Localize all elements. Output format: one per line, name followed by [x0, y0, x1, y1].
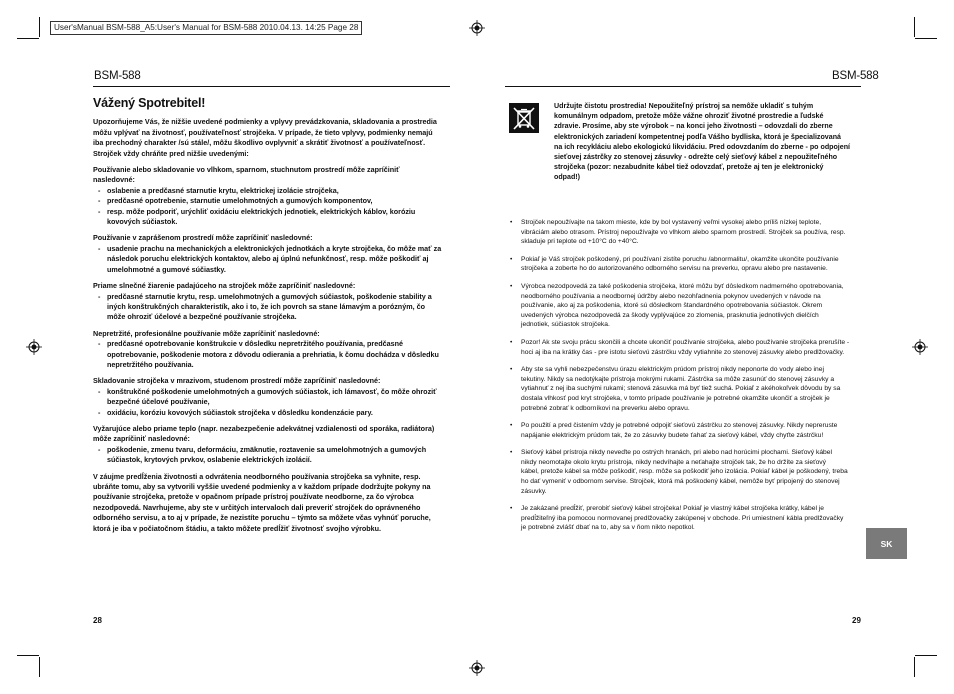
- running-header-left: BSM-588: [94, 70, 141, 82]
- list-item: - predčasné starnutie krytu, resp. umelohmotných a gumových súčiastok, poškodenie stability a iných konštrukčných charakteristík, ako i to, že ich povrch sa stane lámavým a porózným, čo môže ohroziť účelové a bezpečné používanie strojčeka.: [93, 292, 450, 323]
- closing-line: používanie strojčeka, pretože v opačnom prípade prístroj používate neodborne, za čo výrobca: [93, 492, 414, 502]
- crossed-out-wheelie-bin-icon: [509, 103, 539, 133]
- registration-mark-icon: [26, 339, 42, 355]
- left-page-content: [93, 98, 450, 540]
- group-lead: Používanie v zaprášenom prostredí môže zapríčiniť nasledovné:: [93, 233, 313, 243]
- crop-mark: [914, 657, 915, 677]
- list-item: • Aby ste sa vyhli nebezpečenstvu úrazu elektrickým prúdom prístroj nikdy neponorte do vody alebo inej tekutiny. Nikdy sa nedotýkajte prístroja mokrými rukami. Zástrčka sa môže zasunúť do stenovej zásuvky a vytiahnuť z nej iba suchými rukami; stenová zásuvka má byť tiež suchá. Pokiaľ z akéhokoľvek dôvodu by sa dostala vlhkosť pod kryt strojčeka, v tomto prípade používanie je potrebné okamžite ukončiť a strojček je potrebné zobrať k odborníkovi na preverku alebo opravu.: [509, 365, 861, 413]
- notice-line: Udržujte čistotu prostredia! Nepoužiteľný prístroj sa nemôže ukladiť s tuhým: [554, 102, 814, 110]
- notice-line: komunálnym odpadom, pretože môže vážne ohroziť životné prostredie a ľudské: [554, 112, 824, 121]
- language-tab: SK: [866, 528, 907, 559]
- safety-bullet-list: [509, 218, 861, 541]
- crop-mark: [17, 38, 39, 39]
- page-number-right: 29: [852, 616, 861, 625]
- closing-line: ubráňte tomu, aby sa vytvorili vyššie uvedené podmienky a v každom prípade dodržujte pokyny na: [93, 482, 431, 491]
- crop-mark: [915, 655, 937, 656]
- condition-group-frost: [93, 376, 450, 418]
- list-item: • Strojček nepoužívajte na takom mieste, kde by bol vystavený veľmi vysokej alebo príliš nízkej teplote, vibráciám alebo otrasom. Prístroj nepoužívajte vo vlhkom alebo sparnom prostredí. Strojček sa používa, resp. skladuje pri teplote od +10°C do +40°C.: [509, 218, 861, 247]
- page-number-left: 28: [93, 616, 102, 625]
- notice-line: na ich recykláciu alebo ekologickú likvidáciu. Pred odovzdaním do zberne - po odpojení: [554, 142, 851, 151]
- group-lead: Skladovanie strojčeka v mrazivom, studenom prostredí môže zapríčiniť nasledovné:: [93, 376, 381, 386]
- list-item: • Sieťový kábel prístroja nikdy neveďte po ostrých hranách, pri alebo nad horúcimi plochami. Sieťový kábel nikdy neomotajte okolo krytu prístroja, nikdy nedvíhajte a neťahajte strojček tak, že ho držíte za sieťový kábel, pretože kábel sa môže poškodiť, resp. môže sa poškodiť jeho izolácia. Pokiaľ kábel je poškodený, treba ho dať vymeniť v odbornom servise. Strojček, ktorá má poškodený kábel, nemôže byť pripojený do stenovej zásuvky.: [509, 448, 861, 496]
- registration-mark-icon: [912, 339, 928, 355]
- group-lead: nasledovné:: [93, 175, 135, 185]
- closing-paragraph: [93, 472, 450, 534]
- intro-paragraph: [93, 117, 450, 159]
- condition-group-humidity: [93, 165, 450, 227]
- intro-line: Strojček vždy chráňte pred nižšie uvedenými:: [93, 148, 249, 158]
- header-rule-right: [505, 86, 861, 87]
- list-item: - poškodenie, zmenu tvaru, deformáciu, zmäknutie, roztavenie sa umelohmotných a gumových súčiastok, krytových prvkov, oslabenie elektrických izolácií.: [93, 445, 450, 466]
- condition-group-continuous-use: [93, 329, 450, 371]
- crop-mark: [915, 38, 937, 39]
- list-item: • Pokiaľ je Váš strojček poškodený, pri používaní zistíte poruchu /abnormalitu/, okamžite ukončite používanie strojčeka a zoberte ho do autorizovaného odborného servisu na preverku, opravu alebo pre nastavenie.: [509, 255, 861, 274]
- list-item: • Je zakázané predĺžiť, prerobiť sieťový kábel strojčeka! Pokiaľ je vlastný kábel strojčeka krátky, kábel je predĺžiteľný iba pomocou normovanej predlžovačky zakúpenej v obchode. Pri umiestnení kábla predlžovačky je potrebné zvlášť dbať na to, aby sa v ňom nikto nepotkol.: [509, 504, 861, 533]
- list-item: • Výrobca nezodpovedá za také poškodenia strojčeka, ktoré môžu byť dôsledkom nadmerného opotrebovania, neodborného používania a neodbornej údržby alebo nezohľadnenia pokynov uvedených v návode na používanie, ako aj za poškodenia, ktoré sú dôsledkom štandardného opotrebovania súčiastok. Okrem uvedených výrobca nezodpovedá za škody vyplývajúce zo zlomenia, prasknutia jednotlivých dielčích jednotiek, súčiastok strojčeka.: [509, 282, 861, 330]
- list-item: - resp. môže podporiť, urýchliť oxidáciu elektrických jednotiek, elektrických káblov, koróziu kovových súčiastok.: [93, 207, 450, 228]
- notice-line: odpad!): [554, 173, 581, 182]
- print-slug-line: User'sManual BSM-588_A5:User's Manual for BSM-588 2010.04.13. 14:25 Page 28: [50, 21, 362, 35]
- intro-line: môžu vplývať na životnosť, používateľnosť strojčeka. V prípade, že tieto vplyvy, podmienky nemajú: [93, 127, 433, 137]
- crop-mark: [17, 655, 39, 656]
- notice-line: strojčeka (pozor: nezabudnite kábel tiež odovzdať, pretože aj ten je elektronický: [554, 163, 824, 172]
- group-lead: Priame slnečné žiarenie padajúceho na strojček môže zapríčiniť nasledovné:: [93, 281, 356, 291]
- list-item: - oxidáciu, koróziu kovových súčiastok strojčeka v dôsledku kondenzácie pary.: [93, 408, 450, 418]
- group-lead: Vyžarujúce alebo priame teplo (napr. nezabezpečenie adekvátnej vzdialenosti od sporáka, radiátora): [93, 423, 435, 433]
- page-heading: Vážený Spotrebitel!: [93, 96, 206, 110]
- running-header-right: BSM-588: [832, 70, 879, 82]
- closing-line: V záujme predĺženia životnosti a odvrátenia neodborného používania strojčeka sa vyhnite, resp.: [93, 471, 421, 481]
- group-lead: Nepretržité, profesionálne používanie môže zapríčiniť nasledovné:: [93, 328, 320, 338]
- crop-mark: [39, 17, 40, 37]
- notice-line: sieťovej zástrčky zo stenovej zásuvky - odrežte celý sieťový kábel z nepoužiteľného: [554, 153, 838, 162]
- closing-line: ktorá je iba v počiatočnom štádiu, a takto môžete predĺžiť životnosť svojho výrobku.: [93, 523, 382, 533]
- header-rule-left: [93, 86, 450, 87]
- crop-mark: [39, 657, 40, 677]
- list-item: - usadenie prachu na mechanických a elektronických jednotkách a kryte strojčeka, čo môže mať za následok poruchu elektrických kontaktov, alebo aj úplnú nefunkčnosť, resp. môže poškodiť aj umelohmotné a gumové súčiastky.: [93, 244, 450, 275]
- notice-line: elektronických zariadení kompetentnej podľa Vášho bydliska, ktorá je špecializovaná: [554, 132, 841, 141]
- notice-line: zdravie. Prosíme, aby ste výrobok – na konci jeho životnosti – odovzdali do zberne: [554, 122, 833, 131]
- list-item: - konštrukčné poškodenie umelohmotných a gumových súčiastok, ich lámavosť, čo môže ohroziť bezpečné účelové používanie,: [93, 387, 450, 408]
- weee-disposal-notice: [554, 101, 866, 183]
- list-item: - predčasné opotrebenie, starnutie umelohmotných a gumových komponentov,: [93, 196, 450, 206]
- list-item: • Po použití a pred čistením vždy je potrebné odpojiť sieťovú zástrčku zo stenovej zásuvky. Nikdy nepreruste napájanie elektrickým prúdom tak, že zo zásuvky budete ťahať za sieťový kábel, vždy chyťte zástrčku!: [509, 421, 861, 440]
- closing-line: odborného servisu, a to aj v prípade, že nezistíte poruchu – týmto sa môžete včas vyhnúť poruche,: [93, 513, 431, 523]
- closing-line: nezodpovedá. Navrhujeme, aby ste v určitých intervaloch dali preveriť strojček do oprávneného: [93, 502, 421, 512]
- list-item: - predčasné opotrebovanie konštrukcie v dôsledku nepretržitého používania, predčasné opotrebovanie, poškodenie motora z dôvodu odierania a prehriatia, k čomu dochádza v dôsledku nepretržitého používania.: [93, 339, 450, 370]
- group-lead: môže zapríčiniť nasledovné:: [93, 434, 190, 444]
- list-item: • Pozor! Ak ste svoju prácu skončili a chcete ukončiť používanie strojčeka, alebo používanie strojčeka prerušíte - hoci aj iba na krátky čas - pre istotu sieťovú zástrčku vždy vytiahnite zo stenovej zásuvky alebo predlžovačky.: [509, 338, 861, 357]
- intro-line: iba prechodný charakter /sú stále/, môžu škodlivo ovplyvniť a skrátiť životnosť a používateľnosť.: [93, 138, 426, 148]
- condition-group-heat: [93, 424, 450, 466]
- intro-line: Upozorňujeme Vás, že nižšie uvedené podmienky a vplyvy prevádzkovania, skladovania a prostredia: [93, 117, 437, 127]
- crop-mark: [914, 17, 915, 37]
- condition-group-sunlight: [93, 281, 450, 323]
- list-item: - oslabenie a predčasné starnutie krytu, elektrickej izolácie strojčeka,: [93, 186, 450, 196]
- registration-mark-icon: [469, 20, 485, 36]
- group-lead: Používanie alebo skladovanie vo vlhkom, sparnom, stuchnutom prostredí môže zapríčiniť: [93, 165, 400, 175]
- registration-mark-icon: [469, 660, 485, 676]
- condition-group-dust: [93, 233, 450, 275]
